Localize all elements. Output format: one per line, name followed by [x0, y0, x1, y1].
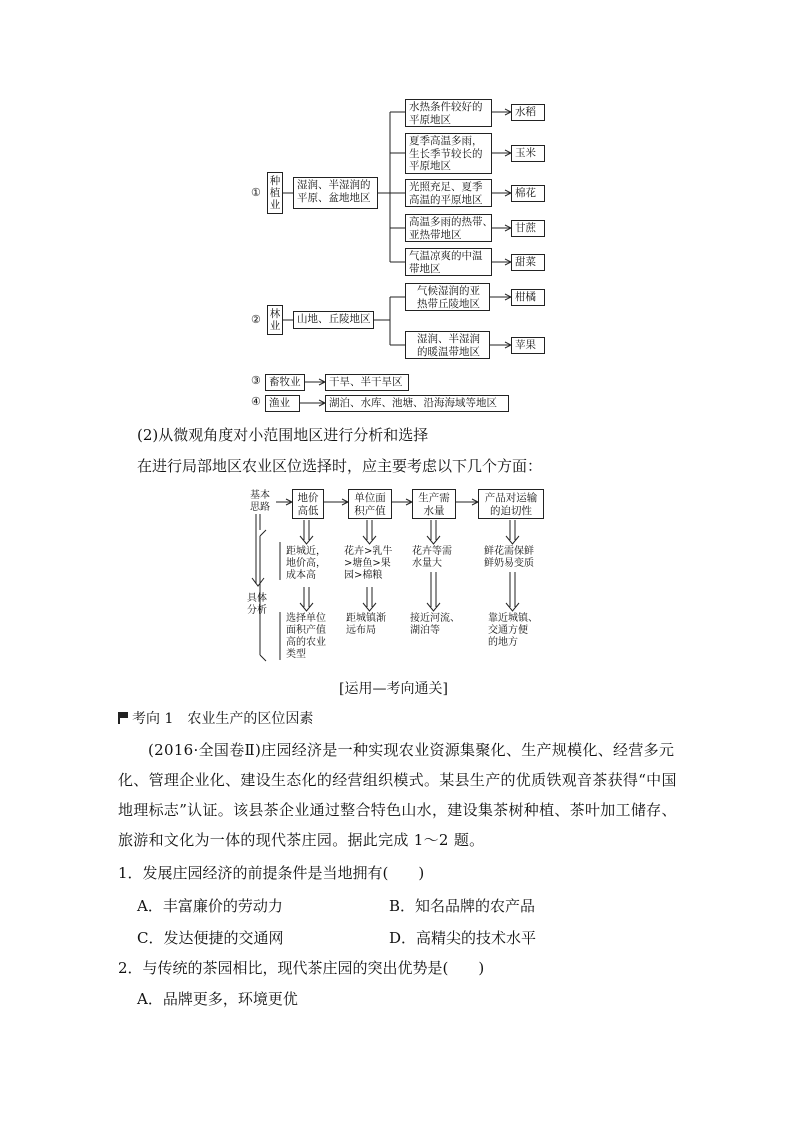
conclusion-text: 距城镇渐 远布局: [346, 613, 386, 636]
diagram1-connectors: [0, 0, 794, 420]
category-box-forestry: 林 业: [267, 305, 283, 335]
question-passage: (2016·全国卷Ⅱ)庄园经济是一种实现农业资源集聚化、生产规模化、经营多元化、管理企业化、建设生态化的经营组织模式。某县生产的优质铁观音茶获得“中国地理标志”认证。该县茶企业通过整合特色山水，建设集茶树种植、茶叶加工储存、旅游和文化为一体的现代茶庄园。据此完成 1～2 题。: [118, 741, 677, 849]
flag-icon: [118, 712, 130, 724]
option-a[interactable]: A．丰富廉价的劳动力: [137, 897, 283, 915]
category-box-planting: 种 植 业: [267, 172, 283, 214]
item-number: ①: [251, 186, 261, 199]
question-stem: 1．发展庄园经济的前提条件是当地拥有( ): [118, 864, 425, 882]
crop-box: 苹果: [511, 337, 545, 354]
crop-box: 玉米: [511, 145, 545, 162]
kaoxiang-heading: 考向 1 农业生产的区位因素: [118, 708, 313, 728]
region-box: 干旱、半干旱区: [325, 374, 409, 391]
condition-box: 夏季高温多雨， 生长季节较长的 平原地区: [405, 133, 492, 174]
option-c[interactable]: C．发达便捷的交通网: [137, 929, 284, 947]
option-a[interactable]: A．品牌更多，环境更优: [137, 990, 298, 1008]
section-title: [运用—考向通关]: [339, 681, 448, 697]
item-number: ④: [251, 395, 261, 408]
factor-box-output-value: 单位面 积产值: [348, 489, 392, 519]
condition-box: 气温凉爽的中温 带地区: [405, 248, 492, 276]
detailed-analysis-label: 具体 分析: [247, 593, 267, 616]
conclusion-text: 靠近城镇、 交通方便 的地方: [488, 613, 538, 648]
item-number: ③: [251, 374, 261, 387]
section-intro: 在进行局部地区农业区位选择时，应主要考虑以下几个方面：: [137, 457, 543, 475]
analysis-text: 花卉等需 水量大: [412, 546, 452, 569]
condition-box: 高温多雨的热带、 亚热带地区: [405, 214, 492, 242]
condition-box: 水热条件较好的 平原地区: [405, 99, 492, 127]
analysis-text: 花卉>乳牛 >塘鱼>果 园>棉粮: [344, 546, 393, 581]
option-b[interactable]: B．知名品牌的农产品: [389, 897, 536, 915]
condition-box: 气候湿润的亚 热带丘陵地区: [405, 283, 490, 311]
crop-box: 柑橘: [511, 289, 545, 306]
basic-approach-label: 基本 思路: [250, 490, 270, 513]
factor-box-land-price: 地价 高低: [292, 489, 324, 519]
factor-box-transport-urgency: 产品对运输 的迫切性: [478, 489, 544, 519]
region-box: 湿润、半湿润的 平原、盆地地区: [293, 177, 378, 209]
analysis-text: 鲜花需保鲜 鲜奶易变质: [484, 546, 534, 569]
region-box: 山地、丘陵地区: [293, 311, 374, 329]
option-d[interactable]: D．高精尖的技术水平: [389, 929, 537, 947]
category-box-fishery: 渔业: [265, 395, 300, 412]
conclusion-text: 选择单位 面积产值 高的农业 类型: [286, 613, 326, 660]
item-number: ②: [251, 313, 261, 326]
crop-box: 棉花: [511, 185, 545, 202]
question-stem: 2．与传统的茶园相比，现代茶庄园的突出优势是( ): [118, 959, 485, 977]
category-box-livestock: 畜牧业: [265, 374, 305, 391]
section-heading: (2)从微观角度对小范围地区进行分析和选择: [137, 426, 429, 444]
conclusion-text: 接近河流、 湖泊等: [410, 613, 460, 636]
diagram2-connectors: [0, 480, 794, 670]
condition-box: 湿润、半湿润 的暖温带地区: [405, 331, 490, 359]
crop-box: 甘蔗: [511, 220, 545, 237]
crop-box: 甜菜: [511, 254, 545, 271]
factor-box-water-demand: 生产需 水量: [412, 489, 456, 519]
analysis-text: 距城近， 地价高， 成本高: [286, 546, 326, 581]
region-box: 湖泊、水库、池塘、沿海海域等地区: [325, 395, 509, 412]
crop-box: 水稻: [511, 104, 545, 121]
condition-box: 光照充足、夏季 高温的平原地区: [405, 179, 492, 207]
